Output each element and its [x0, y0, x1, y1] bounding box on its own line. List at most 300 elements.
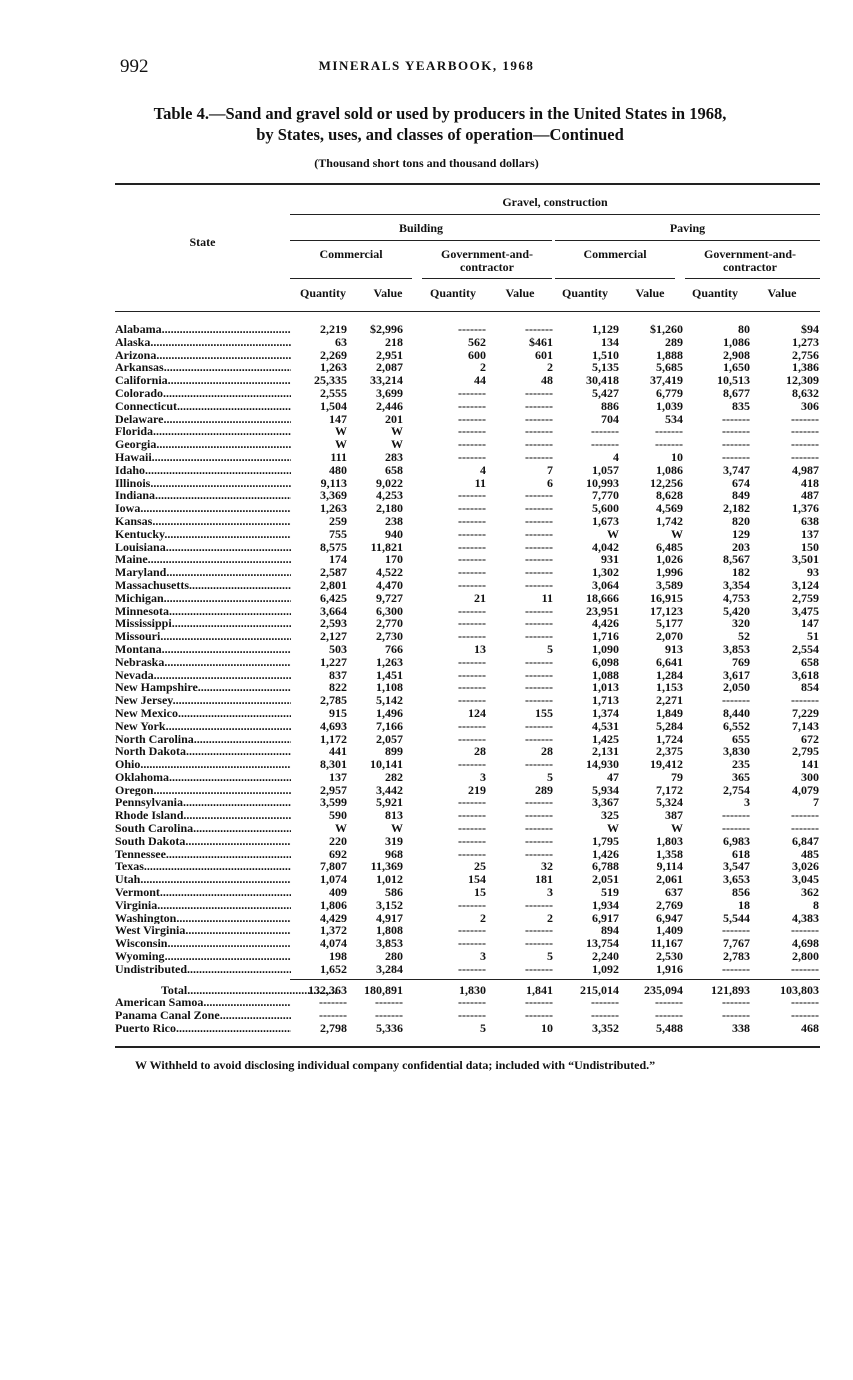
cell-value: -------: [458, 539, 486, 554]
cell-value: -------: [525, 398, 553, 413]
cell-value: -------: [791, 437, 819, 452]
cell-value: 418: [801, 475, 819, 490]
paving-gov-header: [680, 248, 820, 274]
cell-value: -------: [655, 424, 683, 439]
cell-value: W: [607, 526, 619, 541]
cell-value: 111: [330, 449, 347, 464]
cell-value: 1,129: [592, 322, 619, 336]
table-row: [115, 873, 820, 886]
table-row: [115, 707, 820, 720]
cell-value: 6,917: [592, 910, 619, 925]
state-header: State: [189, 235, 216, 249]
cell-value: -------: [525, 667, 553, 682]
cell-value: -------: [525, 718, 553, 733]
cell-value: 132,363: [308, 982, 347, 997]
state-name: New Hampshire .....: [115, 681, 291, 694]
cell-value: 485: [801, 846, 819, 861]
cell-value: 37,419: [650, 373, 683, 388]
cell-value: 13: [474, 641, 486, 656]
cell-value: -------: [525, 513, 553, 528]
cell-value: 1,172: [320, 731, 347, 746]
cell-value: 3,367: [592, 795, 619, 810]
building-gov-header-line2: contractor: [460, 260, 514, 274]
state-name: Alaska .....: [115, 336, 291, 349]
cell-value: 2,587: [320, 565, 347, 580]
qty-header-2: Quantity: [429, 286, 476, 300]
cell-value: 8,440: [723, 705, 750, 720]
state-name: Missouri .....: [115, 630, 291, 643]
state-name: Kansas .....: [115, 515, 291, 528]
cell-value: 63: [335, 334, 347, 349]
cell-value: 1,409: [656, 923, 683, 938]
cell-value: 80: [738, 322, 750, 336]
cell-value: 837: [329, 667, 347, 682]
table-row: [115, 528, 820, 541]
cell-value: -------: [591, 995, 619, 1010]
cell-value: 93: [807, 565, 819, 580]
cell-value: 1,849: [656, 705, 683, 720]
cell-value: 201: [385, 411, 403, 426]
cell-value: -------: [722, 449, 750, 464]
cell-value: 1,426: [592, 846, 619, 861]
cell-value: 11,167: [650, 936, 683, 951]
cell-value: 1,057: [592, 462, 619, 477]
cell-value: 48: [541, 373, 553, 388]
state-name: Connecticut .....: [115, 400, 291, 413]
cell-value: 47: [607, 769, 619, 784]
cell-value: 3,354: [723, 577, 750, 592]
cell-value: 1,916: [656, 961, 683, 976]
paving-header: Paving: [669, 221, 706, 235]
cell-value: -------: [458, 808, 486, 823]
state-rows: [115, 323, 820, 976]
cell-value: 325: [601, 808, 619, 823]
cell-value: 11,821: [370, 539, 403, 554]
cell-value: 12,309: [786, 373, 819, 388]
cell-value: -------: [525, 411, 553, 426]
cell-value: -------: [791, 923, 819, 938]
cell-value: 2,057: [376, 731, 403, 746]
cell-value: 534: [665, 411, 683, 426]
cell-value: -------: [458, 437, 486, 452]
cell-value: 913: [665, 641, 683, 656]
table-row: [115, 451, 820, 464]
cell-value: -------: [525, 936, 553, 951]
cell-value: 409: [329, 885, 347, 900]
value-header-3: Value: [635, 286, 665, 300]
cell-value: 1,039: [656, 398, 683, 413]
cell-value: -------: [525, 577, 553, 592]
cell-value: -------: [591, 437, 619, 452]
cell-value: 5: [547, 949, 553, 964]
state-name: South Carolina .....: [115, 822, 291, 835]
state-name: Undistributed .....: [115, 963, 291, 976]
table-row: [115, 361, 820, 374]
cell-value: 2: [547, 360, 553, 375]
cell-value: -------: [458, 513, 486, 528]
building-commercial-header: Commercial: [319, 247, 383, 261]
cell-value: 2,795: [792, 744, 819, 759]
cell-value: -------: [458, 821, 486, 836]
table-row: [115, 758, 820, 771]
cell-value: 4,042: [592, 539, 619, 554]
cell-value: W: [391, 821, 403, 836]
cell-value: 7,172: [656, 782, 683, 797]
table-title-line2: by States, uses, and classes of operation—Continued: [256, 125, 624, 144]
cell-value: -------: [458, 693, 486, 708]
cell-value: 5,934: [592, 782, 619, 797]
total-rows: [115, 984, 820, 1035]
state-name: Massachusetts .....: [115, 579, 291, 592]
cell-value: -------: [722, 821, 750, 836]
cell-value: -------: [525, 923, 553, 938]
state-name: Oklahoma .....: [115, 771, 291, 784]
cell-value: $1,260: [650, 322, 683, 336]
cell-value: 519: [601, 885, 619, 900]
cell-value: 894: [601, 923, 619, 938]
cell-value: W: [335, 821, 347, 836]
cell-value: W: [671, 821, 683, 836]
cell-value: 2,050: [723, 680, 750, 695]
cell-value: -------: [458, 501, 486, 516]
cell-value: 174: [329, 552, 347, 567]
cell-value: 1,724: [656, 731, 683, 746]
cell-value: 2,061: [656, 872, 683, 887]
cell-value: -------: [458, 322, 486, 336]
cell-value: 3,830: [723, 744, 750, 759]
cell-value: 6,983: [723, 833, 750, 848]
state-name: Iowa .....: [115, 502, 291, 515]
cell-value: 3,045: [792, 872, 819, 887]
cell-value: -------: [458, 795, 486, 810]
cell-value: -------: [791, 693, 819, 708]
cell-value: -------: [722, 923, 750, 938]
cell-value: -------: [319, 1008, 347, 1023]
state-name: Utah .....: [115, 873, 291, 886]
cell-value: 3,853: [723, 641, 750, 656]
cell-value: 7,229: [792, 705, 819, 720]
cell-value: -------: [319, 995, 347, 1010]
cell-value: -------: [525, 424, 553, 439]
cell-value: 4: [613, 449, 619, 464]
state-name: North Carolina .....: [115, 733, 291, 746]
cell-value: -------: [591, 424, 619, 439]
cell-value: W: [391, 437, 403, 452]
cell-value: 3: [480, 769, 486, 784]
cell-value: 2,754: [723, 782, 750, 797]
cell-value: -------: [458, 654, 486, 669]
cell-value: -------: [722, 1008, 750, 1023]
cell-value: 931: [601, 552, 619, 567]
cell-value: 655: [732, 731, 750, 746]
cell-value: 704: [601, 411, 619, 426]
cell-value: 4,917: [376, 910, 403, 925]
cell-value: 215,014: [580, 982, 619, 997]
cell-value: 1,263: [376, 654, 403, 669]
state-name: Washington .....: [115, 912, 291, 925]
cell-value: 5,324: [656, 795, 683, 810]
cell-value: 6,847: [792, 833, 819, 848]
state-name: Montana .....: [115, 643, 291, 656]
cell-value: W: [335, 437, 347, 452]
cell-value: 2,554: [792, 641, 819, 656]
cell-value: 1,996: [656, 565, 683, 580]
cell-value: 6,485: [656, 539, 683, 554]
cell-value: 137: [801, 526, 819, 541]
cell-value: 150: [801, 539, 819, 554]
qty-header-3: Quantity: [561, 286, 608, 300]
table-row: [115, 694, 820, 707]
table-subtitle: (Thousand short tons and thousand dollars): [314, 156, 539, 170]
cell-value: 103,803: [780, 982, 819, 997]
cell-value: -------: [722, 961, 750, 976]
cell-value: 1,841: [526, 982, 553, 997]
table-title-line1: Table 4.—Sand and gravel sold or used by producers in the United States in 1968,: [153, 104, 727, 123]
cell-value: 2,530: [656, 949, 683, 964]
total-row: [115, 1022, 820, 1035]
cell-value: -------: [525, 897, 553, 912]
cell-value: 2,271: [656, 693, 683, 708]
state-name: Vermont .....: [115, 886, 291, 899]
cell-value: 4,693: [320, 718, 347, 733]
cell-value: -------: [525, 795, 553, 810]
cell-value: 5,135: [592, 360, 619, 375]
cell-value: 30,418: [586, 373, 619, 388]
table-row: [115, 771, 820, 784]
group-rule: [290, 214, 820, 215]
cell-value: -------: [525, 808, 553, 823]
cell-value: 586: [385, 885, 403, 900]
state-name: Arizona .....: [115, 349, 291, 362]
running-head: MINERALS YEARBOOK, 1968: [318, 58, 535, 73]
cell-value: 9,114: [656, 859, 683, 874]
cell-value: 3,124: [792, 577, 819, 592]
cell-value: 1,716: [592, 629, 619, 644]
cell-value: 11: [474, 475, 486, 490]
cell-value: 300: [801, 769, 819, 784]
cell-value: 3,853: [376, 936, 403, 951]
cell-value: 282: [385, 769, 403, 784]
cell-value: 182: [732, 565, 750, 580]
state-name: New Jersey .....: [115, 694, 291, 707]
cell-value: 1,795: [592, 833, 619, 848]
table-row: [115, 336, 820, 349]
cell-value: $2,996: [370, 322, 403, 336]
cell-value: -------: [791, 808, 819, 823]
cell-value: -------: [458, 833, 486, 848]
cell-value: 283: [385, 449, 403, 464]
state-name: Alabama .....: [115, 323, 291, 336]
cell-value: -------: [525, 833, 553, 848]
cell-value: 9,113: [320, 475, 347, 490]
state-name: Rhode Island .....: [115, 809, 291, 822]
state-name: Panama Canal Zone .....: [115, 1009, 291, 1022]
cell-value: 1,504: [320, 398, 347, 413]
cell-value: 2: [547, 910, 553, 925]
cell-value: 141: [801, 757, 819, 772]
cell-value: 8,301: [320, 757, 347, 772]
table-title: [110, 103, 770, 145]
cell-value: 5,177: [656, 616, 683, 631]
cell-value: -------: [791, 961, 819, 976]
state-name: Louisiana .....: [115, 541, 291, 554]
cell-value: 4,074: [320, 936, 347, 951]
cell-value: -------: [722, 693, 750, 708]
cell-value: 2,908: [723, 347, 750, 362]
cell-value: 1,386: [792, 360, 819, 375]
cell-value: 1,090: [592, 641, 619, 656]
cell-value: 1,227: [320, 654, 347, 669]
state-name: Wisconsin .....: [115, 937, 291, 950]
value-header-1: Value: [373, 286, 403, 300]
cell-value: 4,383: [792, 910, 819, 925]
state-name: Michigan .....: [115, 592, 291, 605]
cell-value: 1,650: [723, 360, 750, 375]
page-number: 992: [120, 56, 149, 77]
cell-value: 147: [801, 616, 819, 631]
cell-value: 32: [541, 859, 553, 874]
table-row: [115, 937, 820, 950]
cell-value: 4,569: [656, 501, 683, 516]
table-row: [115, 323, 820, 336]
cell-value: 155: [535, 705, 553, 720]
cell-value: 4,470: [376, 577, 403, 592]
cell-value: 147: [329, 411, 347, 426]
value-header-4: Value: [767, 286, 797, 300]
state-name: South Dakota .....: [115, 835, 291, 848]
cell-value: 14,930: [586, 757, 619, 772]
cell-value: 2,730: [376, 629, 403, 644]
cell-value: 769: [732, 654, 750, 669]
cell-value: 33,214: [370, 373, 403, 388]
cell-value: 2,375: [656, 744, 683, 759]
cell-value: -------: [722, 808, 750, 823]
cell-value: 3: [547, 885, 553, 900]
cell-value: 1,273: [792, 334, 819, 349]
cell-value: 79: [671, 769, 683, 784]
state-name: Total .....: [115, 984, 337, 997]
cell-value: -------: [591, 1008, 619, 1023]
cell-value: 280: [385, 949, 403, 964]
cell-value: -------: [525, 449, 553, 464]
cell-value: 10,993: [586, 475, 619, 490]
cell-value: 813: [385, 808, 403, 823]
state-name: Maine .....: [115, 553, 291, 566]
cell-value: -------: [375, 995, 403, 1010]
cell-value: -------: [722, 995, 750, 1010]
cell-value: 17,123: [650, 603, 683, 618]
cell-value: 1,806: [320, 897, 347, 912]
cell-value: 362: [801, 885, 819, 900]
cell-value: -------: [525, 821, 553, 836]
cell-value: 8,677: [723, 385, 750, 400]
cell-value: 5,685: [656, 360, 683, 375]
cell-value: 1,013: [592, 680, 619, 695]
state-name: Nebraska .....: [115, 656, 291, 669]
table-row: [115, 630, 820, 643]
cell-value: 44: [474, 373, 486, 388]
cell-value: 2,783: [723, 949, 750, 964]
cell-value: 11: [541, 590, 553, 605]
cell-value: 1,713: [592, 693, 619, 708]
cell-value: 2,770: [376, 616, 403, 631]
cell-value: 3,747: [723, 462, 750, 477]
cell-value: -------: [458, 961, 486, 976]
cell-value: 1,086: [723, 334, 750, 349]
state-name: Georgia .....: [115, 438, 291, 451]
cell-value: 18,666: [586, 590, 619, 605]
cell-value: 441: [329, 744, 347, 759]
table-row: [115, 464, 820, 477]
cell-value: 6,425: [320, 590, 347, 605]
cell-value: 259: [329, 513, 347, 528]
cell-value: 658: [385, 462, 403, 477]
cell-value: -------: [525, 616, 553, 631]
cell-value: 672: [801, 731, 819, 746]
cell-value: 181: [535, 872, 553, 887]
cell-value: $94: [801, 322, 819, 336]
cell-value: 856: [732, 885, 750, 900]
cell-value: 3,664: [320, 603, 347, 618]
cell-value: 601: [535, 347, 553, 362]
cell-value: -------: [525, 501, 553, 516]
cell-value: 1,742: [656, 513, 683, 528]
cell-value: 480: [329, 462, 347, 477]
cell-value: 4,426: [592, 616, 619, 631]
cell-value: -------: [722, 437, 750, 452]
cell-value: 19,412: [650, 757, 683, 772]
table-row: [115, 656, 820, 669]
cell-value: 3: [480, 949, 486, 964]
cell-value: -------: [458, 424, 486, 439]
paving-rule: [555, 240, 820, 241]
state-name: Maryland .....: [115, 566, 291, 579]
cell-value: -------: [458, 449, 486, 464]
cell-value: -------: [655, 995, 683, 1010]
cell-value: -------: [525, 757, 553, 772]
state-name: Arkansas .....: [115, 361, 291, 374]
cell-value: -------: [458, 923, 486, 938]
cell-value: -------: [525, 1008, 553, 1023]
cell-value: 7,166: [376, 718, 403, 733]
state-name: Kentucky .....: [115, 528, 291, 541]
building-rule: [290, 240, 552, 241]
cell-value: 2,131: [592, 744, 619, 759]
table-row: [115, 592, 820, 605]
cell-value: 886: [601, 398, 619, 413]
cell-value: 2,087: [376, 360, 403, 375]
cell-value: 1,358: [656, 846, 683, 861]
cell-value: 3,618: [792, 667, 819, 682]
state-name: Puerto Rico .....: [115, 1022, 291, 1035]
state-name: Idaho .....: [115, 464, 291, 477]
cell-value: 3,501: [792, 552, 819, 567]
state-name: Virginia .....: [115, 899, 291, 912]
cell-value: 2,593: [320, 616, 347, 631]
cell-value: 198: [329, 949, 347, 964]
cell-value: 1,086: [656, 462, 683, 477]
gov-building-rule: [422, 278, 552, 279]
cell-value: 7: [813, 795, 819, 810]
cell-value: 8,632: [792, 385, 819, 400]
cell-value: 12,256: [650, 475, 683, 490]
cell-value: -------: [525, 565, 553, 580]
cell-value: 170: [385, 552, 403, 567]
cell-value: 2,182: [723, 501, 750, 516]
cell-value: 674: [732, 475, 750, 490]
cell-value: -------: [458, 629, 486, 644]
cell-value: 6,300: [376, 603, 403, 618]
